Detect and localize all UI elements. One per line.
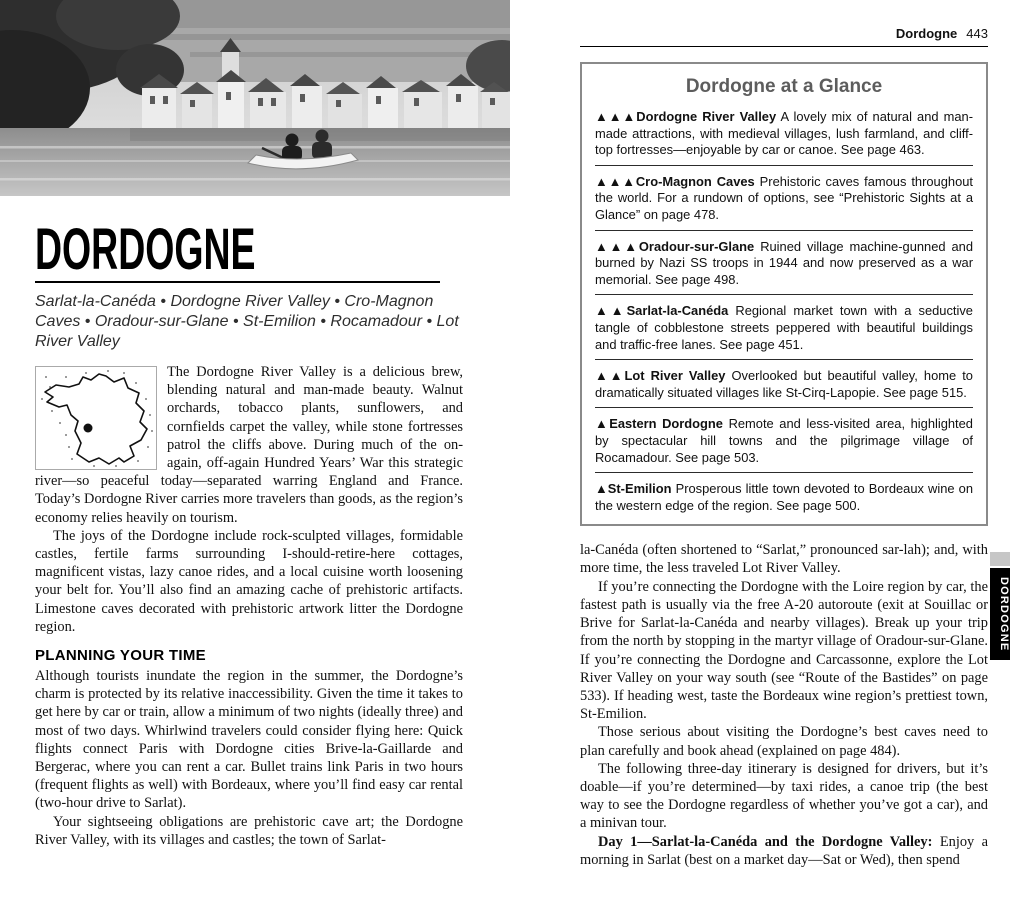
entry-text: Remote and less-visited area, highlighted by spectacular hill towns and the pilgrimage village of Rocamadour. See page 503. [595, 416, 973, 465]
intro-paragraph: The joys of the Dordogne include rock-sculpted villages, formidable castles, fertile farms surrounding I-should-retire-here cottages, magnificent vistas, lazy canoe rides, and a local cuisine worth loosening your belt for. You’ll also find an amazing cache of prehistoric artifacts. Limestone caves decorated with prehistoric artwork litter the Dordogne region. [35, 527, 463, 635]
entry-name: Sarlat-la-Canéda [626, 303, 729, 319]
glance-entry [595, 416, 973, 473]
paragraph-text: If you’re connecting the Dordogne with the Loire region by car, the fastest path is usually via the free A-20 autoroute (exit at Souillac or Brive for Sarlat-la-Canéda and nearby villages). Break up your trip from the north by stopping in the martyr village of Oradour-sur-Glane. If you’re connecting the Dordogne and Carcassonne, explore the Lot River Valley on your way south (see “Route of the Bastides” on page 533). If heading west, taste the Bordeaux wine region’s prettiest town, St-Emilion. [580, 578, 988, 723]
paragraph-lead: Day 1—Sarlat-la-Canéda and the Dordogne Valley: [598, 833, 933, 850]
paragraph-text: The following three-day itinerary is designed for drivers, but it’s doable—if you’re determined—by taxi rides, a canoe trip (the best way to see the Dordogne regardless of whether you’ve got a car), and a minivan tour. [580, 760, 988, 832]
left-column [35, 217, 463, 849]
body-paragraph [580, 833, 988, 869]
rating-triangles: ▲ [595, 416, 610, 432]
entry-name: Cro-Magnon Caves [635, 173, 755, 189]
rating-triangles: ▲▲▲ [595, 109, 637, 124]
glance-entry [595, 174, 973, 231]
glance-entry [595, 109, 973, 166]
glance-entry [595, 239, 973, 296]
intro-paragraph: The Dordogne River Valley is a delicious brew, blending natural and man-made beauty. Walnut orchards, tobacco plants, sunflowers, and cornfields carpet the valley, while stone fortresses patrol the cliffs above. During much of the on-again, off-again Hundred Years’ War this strategic river—so peaceful today—separated warring England and France. Today’s Dordogne River carries more travelers than goods, as the region’s economy relies heavily on tourism. [35, 364, 463, 526]
body-paragraph [580, 760, 988, 833]
paragraph-text: Enjoy a morning in Sarlat (best on a market day—Sat or Wed), then spend [580, 833, 989, 868]
france-location-map [35, 366, 157, 470]
rating-triangles: ▲▲▲ [595, 238, 639, 254]
planning-paragraph: Although tourists inundate the region in the summer, the Dordogne’s charm is protected by its relative inaccessibility. Given the time it takes to get here by car or train, allow a minimum of two nights (ideally three) and most of two days. Whirlwind travelers could consider flying here: Quick flights connect Paris with Dordogne cities Brive-la-Gaillarde and Bergerac, where you can rent a car. Bullet trains link Paris in two hours (frequent flights as well) with Bordeaux, where you’ll find easy car rental (two-hour drive to Sarlat). [35, 668, 463, 812]
glance-entry [595, 481, 973, 520]
entry-name: Lot River Valley [624, 368, 726, 384]
right-body-text [580, 541, 988, 869]
running-header [580, 26, 988, 47]
planning-paragraph: Your sightseeing obligations are prehistoric cave art; the Dordogne River Valley, with its villages and castles; the town of Sarlat- [35, 813, 463, 848]
entry-name: Dordogne River Valley [636, 109, 777, 124]
dordogne-region-dot [84, 424, 93, 433]
entry-name: Eastern Dordogne [609, 416, 723, 432]
entry-text: Prehistoric caves famous throughout the world. For a rundown of options, see “Prehistoric Sights at a Glance” on page 478. [595, 173, 973, 222]
rating-triangles: ▲▲ [595, 303, 627, 319]
body-paragraph [580, 578, 988, 724]
at-a-glance-title: Dordogne at a Glance [685, 76, 883, 97]
entry-name: Oradour-sur-Glane [638, 238, 755, 254]
chapter-subtitle: Sarlat-la-Canéda • Dordogne River Valley • Cro-Magnon Caves • Oradour-sur-Glane • St-Emilion • Rocamadour • Lot River Valley [35, 293, 459, 350]
running-header-chapter: Dordogne [895, 26, 958, 41]
france-map-sketch [36, 367, 156, 469]
entry-text: Overlooked but beautiful valley, home to dramatically situated villages like St-Cirq-Lapopie. See page 515. [595, 368, 973, 400]
entry-text: A lovely mix of natural and man-made attractions, with medieval villages, lush farmland, and cliff-top fortresses—enjoyable by car or canoe. See page 463. [595, 109, 973, 158]
body-paragraph [580, 723, 988, 759]
rating-triangles: ▲ [595, 481, 608, 497]
river-village-photo [0, 0, 510, 196]
right-column [580, 26, 988, 869]
body-paragraph [580, 541, 988, 577]
glance-entry [595, 303, 973, 360]
paragraph-text: Those serious about visiting the Dordogne’s best caves need to plan carefully and book ahead (explained on page 484). [580, 724, 988, 759]
planning-your-time-heading: PLANNING YOUR TIME [35, 647, 206, 665]
glance-entry [595, 368, 973, 408]
side-tab-shadow [990, 552, 1010, 566]
side-tab-label: DORDOGNE [990, 568, 1010, 660]
entry-text: Prosperous little town devoted to Bordeaux wine on the western edge of the region. See page 500. [595, 481, 973, 513]
chapter-intro [35, 363, 463, 636]
rating-triangles: ▲▲ [595, 368, 625, 384]
planning-section [35, 667, 463, 849]
rating-triangles: ▲▲▲ [595, 173, 636, 189]
entry-text: Ruined village machine-gunned and burned by Nazi SS troops in 1944 and now preserved as a war memorial. See page 498. [595, 238, 973, 287]
chapter-title: DORDOGNE [35, 217, 256, 283]
paragraph-text: la-Canéda (often shortened to “Sarlat,” pronounced sar-lah); and, with more time, the less traveled Lot River Valley. [580, 542, 988, 577]
entry-text: Regional market town with a seductive tangle of cobblestone streets peppered with beautiful buildings and traffic-free lanes. See page 451. [595, 303, 973, 352]
at-a-glance-box [580, 62, 988, 526]
page-number: 443 [966, 26, 988, 41]
entry-name: St-Emilion [607, 481, 672, 497]
river-village-photo-art [0, 0, 510, 196]
chapter-side-tab [990, 552, 1010, 660]
